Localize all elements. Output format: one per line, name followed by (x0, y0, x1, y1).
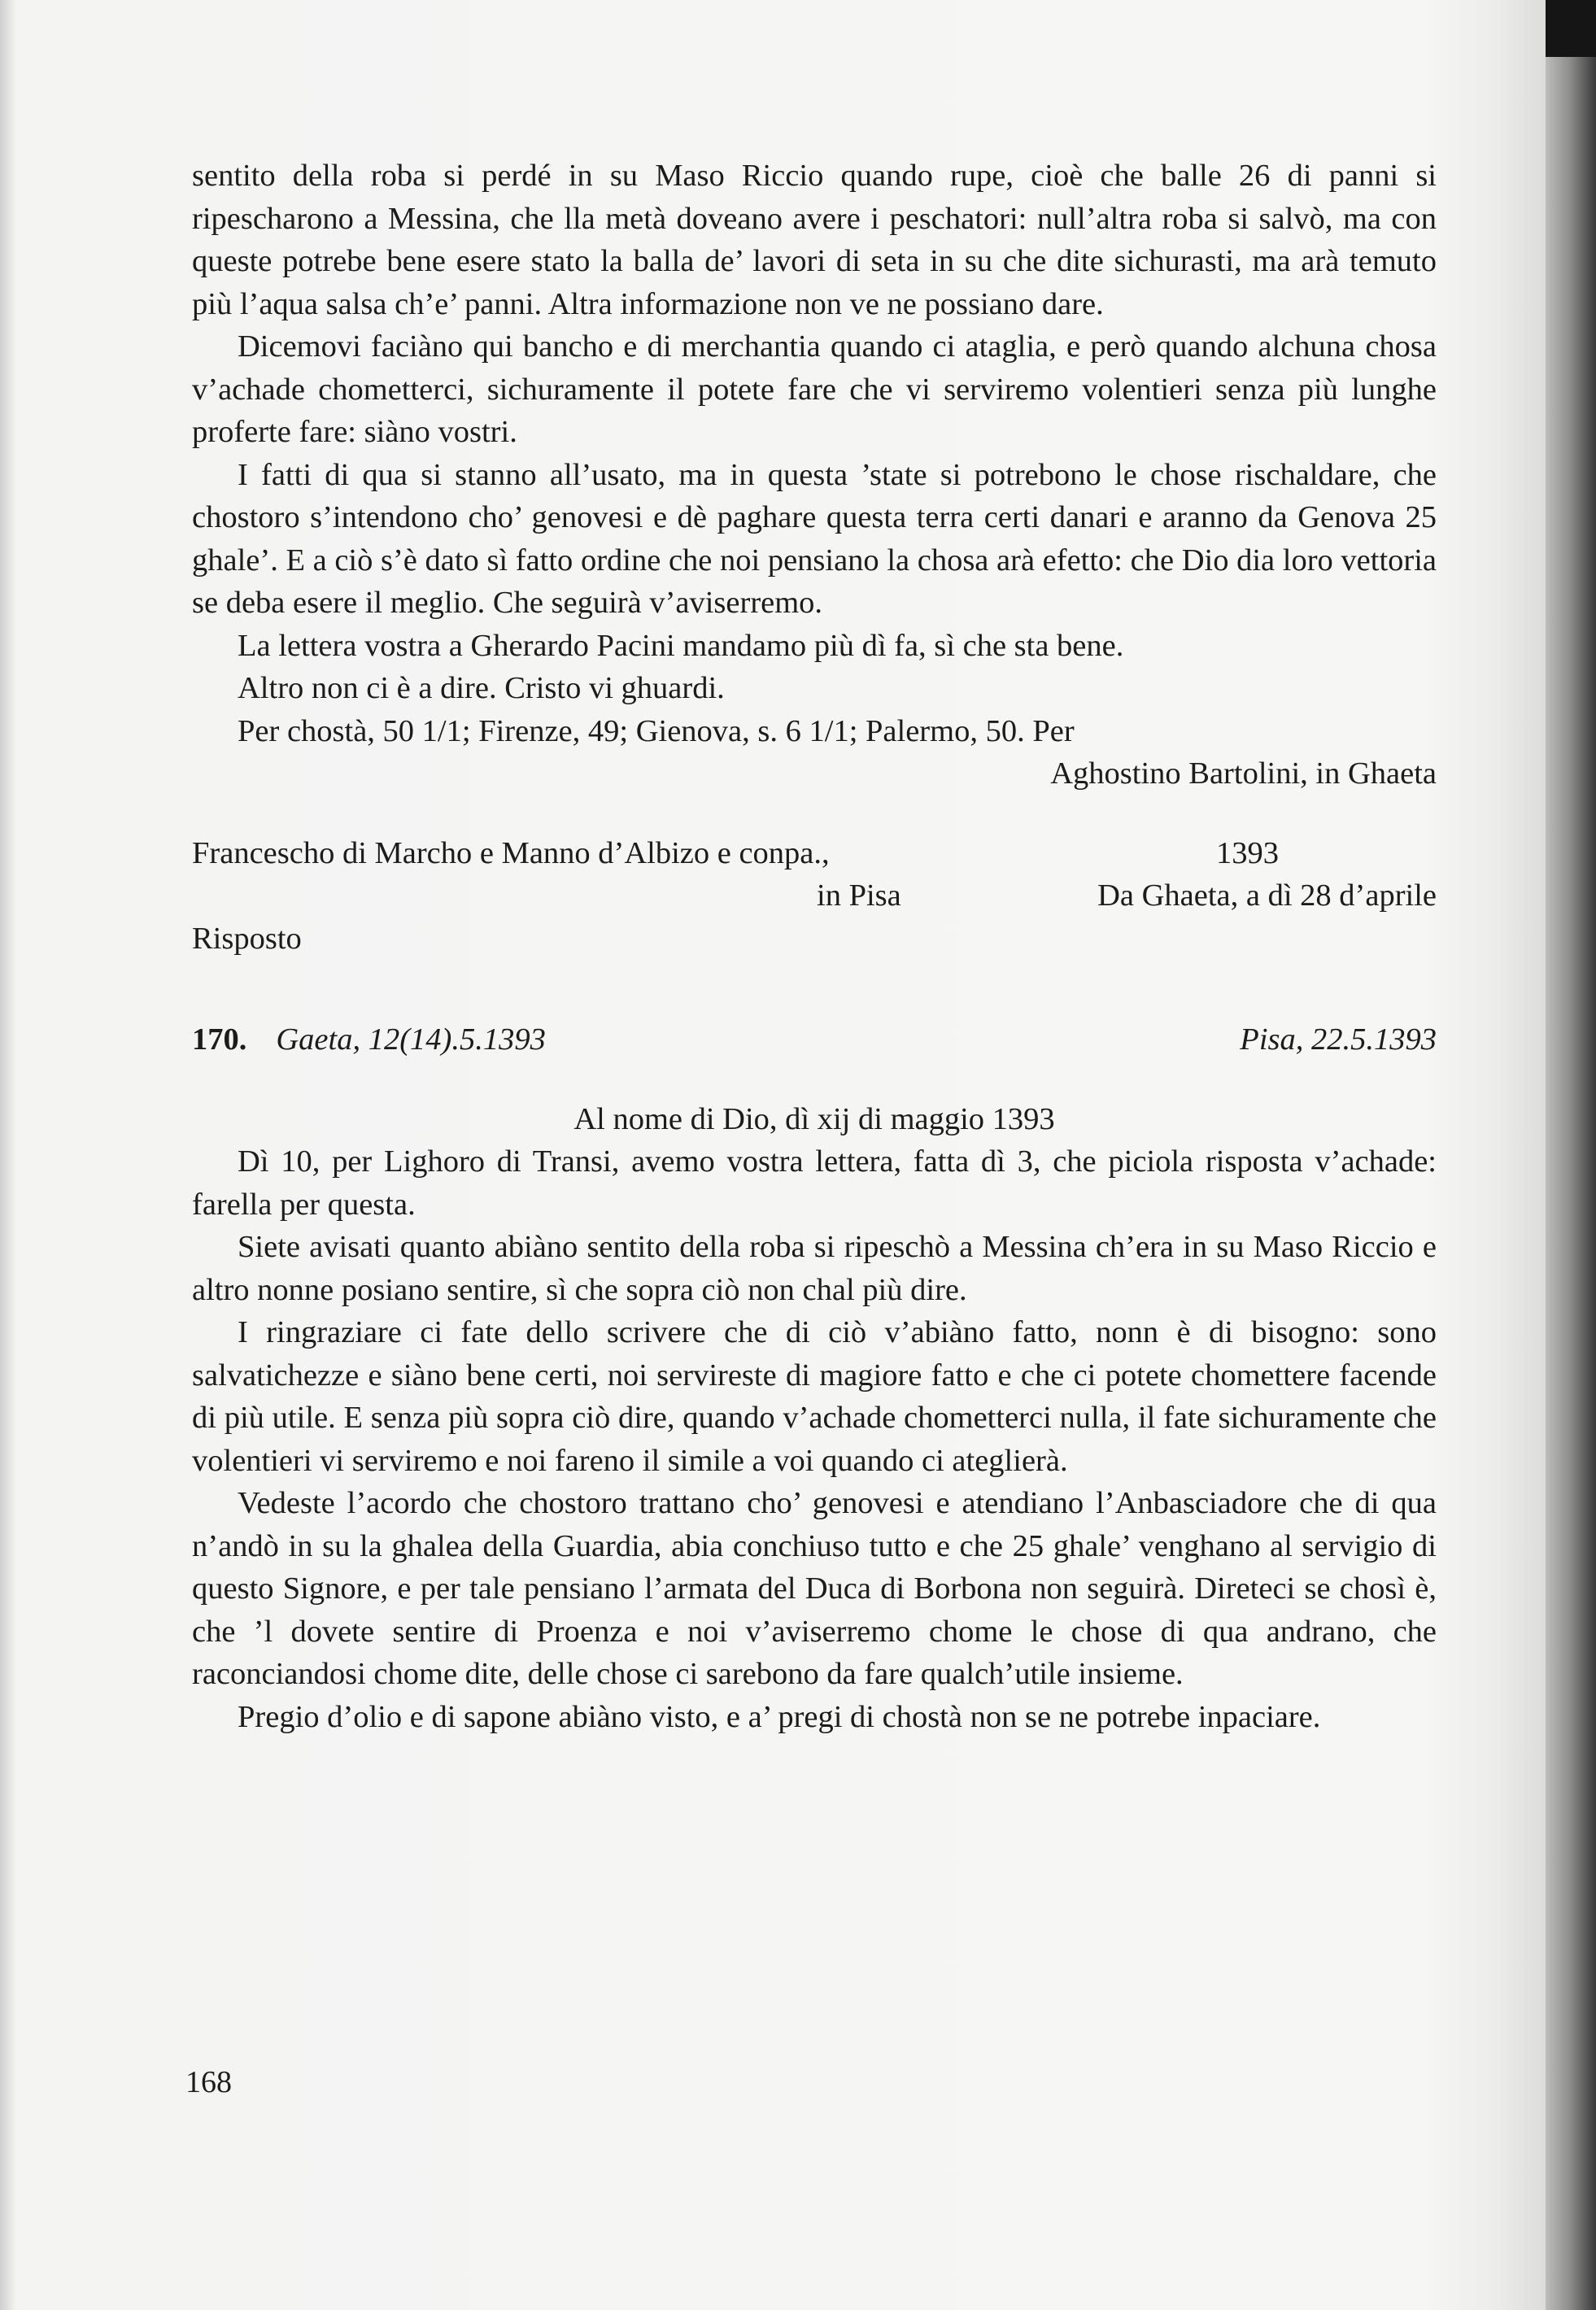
paragraph: Altro non ci è a dire. Cristo vi ghuardi. (238, 671, 725, 705)
paragraph: Dicemovi faciàno qui bancho e di merchantia quando ci ataglia, e però quando alchuna chosa v’achade chometterci, sichuramente il potete fare che vi serviremo volentieri senza più lunghe proferte fare: siàno vostri. (192, 329, 1437, 449)
letter-origin: Gaeta, 12(14).5.1393 (276, 1022, 546, 1057)
letter-destination: Pisa, 22.5.1393 (1240, 1022, 1437, 1057)
page-text (192, 155, 1437, 1738)
page-number: 168 (185, 2065, 232, 2099)
letter-date: Da Ghaeta, a dì 28 d’aprile (1097, 878, 1437, 913)
signature: Aghostino Bartolini, in Ghaeta (1050, 756, 1437, 791)
place-date-row (192, 874, 1437, 917)
address-row (192, 832, 1437, 875)
invocation: Al nome di Dio, dì xij di maggio 1393 (573, 1101, 1055, 1136)
year: 1393 (1216, 835, 1279, 870)
paragraph: Vedeste l’acordo che chostoro trattano cho’ genovesi e atendiano l’Anbasciadore che di qua n’andò in su la ghalea della Guardia, abia conchiuso tutto e che 25 ghale’ venghano al servigio di questo Signore, e per tale pensiano l’armata del Duca di Borbona non seguirà. Direteci se chosì è, che ’l dovete sentire di Proenza e noi v’aviserremo chome le chose di qua andrano, che raconciandosi chome dite, delle chose ci sarebono da fare qualch’utile insieme. (192, 1486, 1437, 1691)
paragraph: I fatti di qua si stanno all’usato, ma in questa ’state si potrebono le chose rischaldare, che chostoro s’intendono cho’ genovesi e dè paghare questa terra certi danari e aranno da Genova 25 ghale’. E a ciò s’è dato sì fatto ordine che noi pensiano la chosa arà efetto: che Dio dia loro vettoria se deba esere il meglio. Che seguirà v’aviserremo. (192, 457, 1437, 620)
reply-note: Risposto (192, 921, 302, 956)
letter-number: 170. (192, 1022, 247, 1057)
book-edge (1546, 0, 1596, 2310)
paragraph: I ringraziare ci fate dello scrivere che di ciò v’abiàno fatto, nonn è di bisogno: sono salvatichezze e siàno bene certi, noi servireste di magiore fatto e che ci potete chomettere facende di più utile. E senza più sopra ciò dire, quando v’achade chometterci nulla, il fate sichuramente che volentieri vi serviremo e noi fareno il simile a voi quando ci ateglierà. (192, 1315, 1437, 1478)
paragraph: Pregio d’olio e di sapone abiàno visto, e a’ pregi di chostà non se ne potrebe inpaciare. (238, 1699, 1321, 1734)
scan-corner (1546, 0, 1596, 57)
paragraph: Per chostà, 50 1/1; Firenze, 49; Gienova, s. 6 1/1; Palermo, 50. Per (238, 713, 1075, 748)
paragraph: Dì 10, per Lighoro di Transi, avemo vostra lettera, fatta dì 3, che piciola risposta v’achade: farella per questa. (192, 1144, 1437, 1222)
letter-heading (192, 1018, 1437, 1061)
paragraph: Siete avisati quanto abiàno sentito della roba si ripeschò a Messina ch’era in su Maso Riccio e altro nonne posiano sentire, sì che sopra ciò non chal più dire. (192, 1230, 1437, 1307)
addressee: Francescho di Marcho e Manno d’Albizo e conpa., (192, 835, 830, 870)
paragraph: sentito della roba si perdé in su Maso Riccio quando rupe, cioè che balle 26 di panni si ripescharono a Messina, che lla metà doveano avere i peschatori: null’altra roba si salvò, ma con queste potrebe bene esere stato la balla de’ lavori di seta in su che dite sichurasti, ma arà temuto più l’aqua salsa ch’e’ panni. Altra informazione non ve ne possiano dare. (192, 159, 1437, 321)
place: in Pisa (817, 878, 901, 913)
paragraph: La lettera vostra a Gherardo Pacini mandamo più dì fa, sì che sta bene. (238, 628, 1124, 663)
